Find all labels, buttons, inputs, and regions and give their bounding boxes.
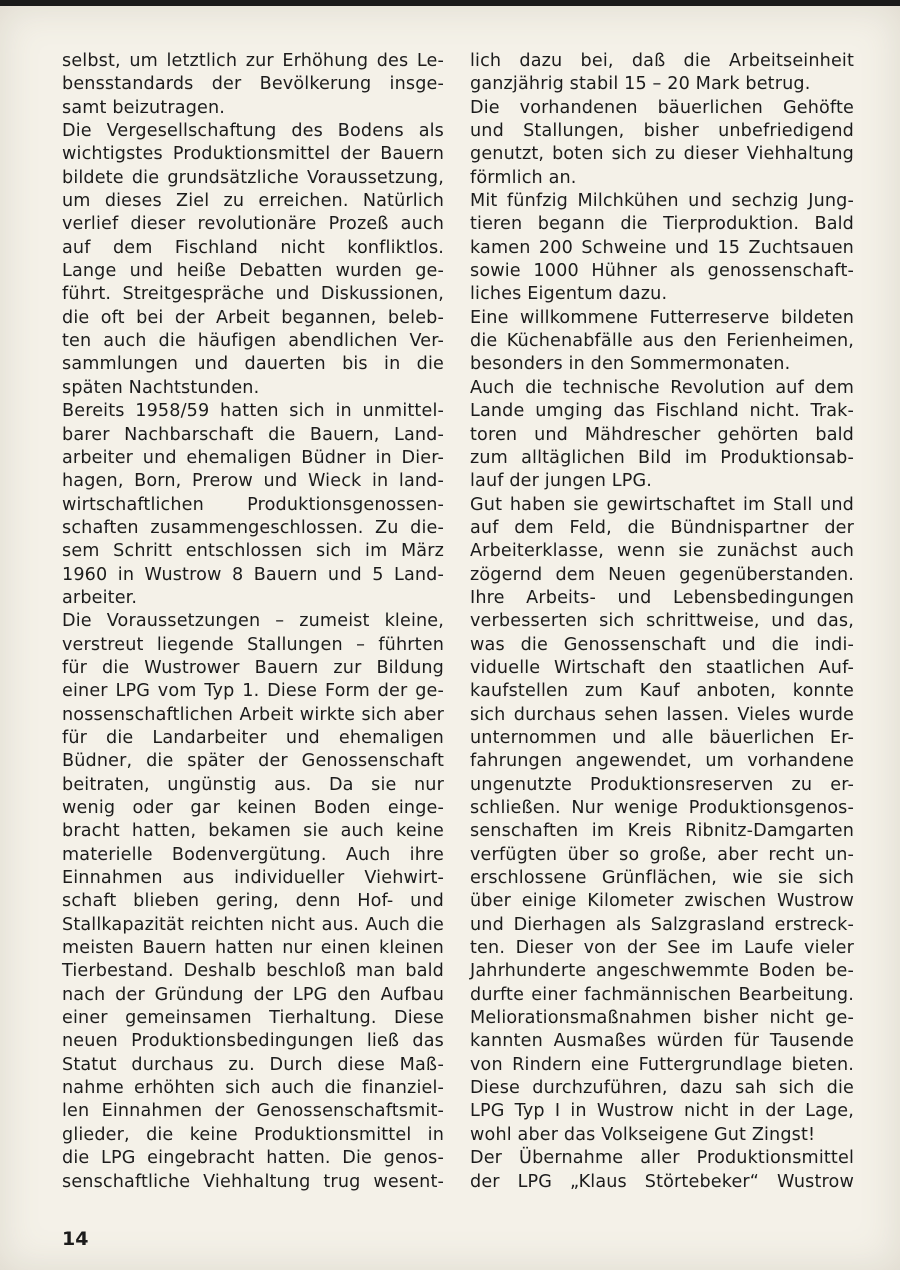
text-line: wohl aber das Volkseigene Gut Zingst! <box>470 1124 816 1145</box>
text-line: materielle Bodenvergütung. Auch ihre <box>62 844 444 865</box>
text-line: Gut haben sie gewirtschaftet im Stall und <box>470 494 854 515</box>
text-line: wenig oder gar keinen Boden einge- <box>62 798 444 818</box>
text-line: arbeiter und ehemaligen Büdner in Dier- <box>62 447 444 468</box>
text-line: Jahrhunderte angeschwemmte Boden be- <box>470 961 854 982</box>
text-line: über einige Kilometer zwischen Wustrow <box>470 891 854 912</box>
text-line: toren und Mähdrescher gehörten bald <box>470 424 854 445</box>
text-line: neuen Produktionsbedingungen ließ das <box>62 1031 444 1052</box>
left-text-column <box>62 50 444 1194</box>
text-line: Statut durchaus zu. Durch diese Maß- <box>62 1054 444 1075</box>
text-line: um dieses Ziel zu erreichen. Natürlich <box>62 191 444 212</box>
text-line: 1960 in Wustrow 8 Bauern und 5 Land- <box>62 564 444 585</box>
text-line: Der Übernahme aller Produktionsmittel <box>470 1148 854 1169</box>
text-line: liches Eigentum dazu. <box>470 284 668 305</box>
text-line: schaften zusammengeschlossen. Zu die- <box>62 517 444 538</box>
text-line: lich dazu bei, daß die Arbeitseinheit <box>470 51 854 71</box>
text-line: barer Nachbarschaft die Bauern, Land- <box>62 424 444 445</box>
text-line: nahme erhöhten sich auch die finanziel- <box>62 1078 444 1099</box>
text-line: Eine willkommene Futterreserve bildeten <box>470 307 854 328</box>
text-line: verbesserten sich schrittweise, und das, <box>470 611 854 632</box>
text-line: sowie 1000 Hühner als genossenschaft- <box>470 261 854 282</box>
text-line: Auch die technische Revolution auf dem <box>470 377 854 398</box>
text-line: für die Wustrower Bauern zur Bildung <box>62 657 444 678</box>
text-line: bildete die grundsätzliche Voraussetzung, <box>62 167 444 188</box>
text-line: kaufstellen zum Kauf anboten, konnte <box>470 681 854 702</box>
text-line: ten. Dieser von der See im Laufe vieler <box>470 938 854 959</box>
right-text-column <box>470 50 854 1194</box>
text-line: Meliorationsmaßnahmen bisher nicht ge- <box>470 1008 854 1029</box>
text-line: Stallkapazität reichten nicht aus. Auch die <box>62 914 444 935</box>
text-line: unternommen und alle bäuerlichen Er- <box>470 727 854 748</box>
text-line: förmlich an. <box>470 167 577 188</box>
text-line: kannten Ausmaßes würden für Tausende <box>470 1031 854 1052</box>
text-line: glieder, die keine Produktionsmittel in <box>62 1124 444 1145</box>
text-line: was die Genossenschaft und die indi- <box>470 634 854 655</box>
text-line: Die vorhandenen bäuerlichen Gehöfte <box>470 97 854 118</box>
text-line: auf dem Feld, die Bündnispartner der <box>470 517 854 538</box>
text-line: verlief dieser revolutionäre Prozeß auch <box>62 214 444 235</box>
text-line: ten auch die häufigen abendlichen Ver- <box>62 331 444 352</box>
text-line: verfügten über so große, aber recht un- <box>470 844 854 865</box>
text-line: sem Schritt entschlossen sich im März <box>62 541 444 562</box>
text-line: len Einnahmen der Genossenschaftsmit- <box>62 1101 444 1122</box>
text-line: Bereits 1958/59 hatten sich in unmittel- <box>62 401 444 422</box>
text-line: senschaften im Kreis Ribnitz-Damgarten <box>470 821 854 842</box>
text-line: tieren begann die Tierproduktion. Bald <box>470 214 854 235</box>
text-line: selbst, um letztlich zur Erhöhung des Le- <box>62 51 444 71</box>
text-line: Büdner, die später der Genossenschaft <box>62 751 444 772</box>
text-line: fahrungen angewendet, um vorhandene <box>470 751 854 772</box>
text-line: sammlungen und dauerten bis in die <box>62 354 444 375</box>
text-line: der LPG „Klaus Störtebeker“ Wustrow <box>470 1171 854 1192</box>
text-line: LPG Typ I in Wustrow nicht in der Lage, <box>470 1101 854 1122</box>
text-line: bensstandards der Bevölkerung insge- <box>62 74 444 95</box>
text-line: samt beizutragen. <box>62 97 226 118</box>
text-line: besonders in den Sommermonaten. <box>470 354 791 375</box>
text-line: erschlossene Grünflächen, wie sie sich <box>470 868 854 889</box>
text-line: Einnahmen aus individueller Viehwirt- <box>62 868 444 889</box>
text-line: Lange und heiße Debatten wurden ge- <box>62 261 444 282</box>
text-line: wichtigstes Produktionsmittel der Bauern <box>62 144 444 165</box>
text-line: Mit fünfzig Milchkühen und sechzig Jung- <box>470 191 854 212</box>
text-line: Ihre Arbeits- und Lebensbedingungen <box>470 587 854 608</box>
text-line: einer LPG vom Typ 1. Diese Form der ge- <box>62 681 444 702</box>
text-line: beitraten, ungünstig aus. Da sie nur <box>62 774 444 795</box>
text-line: die LPG eingebracht hatten. Die genos- <box>62 1148 444 1169</box>
text-line: viduelle Wirtschaft den staatlichen Auf- <box>470 657 854 678</box>
text-line: Die Voraussetzungen – zumeist kleine, <box>62 611 444 632</box>
text-line: Arbeiterklasse, wenn sie zunächst auch <box>470 541 854 562</box>
text-line: Lande umging das Fischland nicht. Trak- <box>470 401 854 422</box>
page-number: 14 <box>62 1228 89 1250</box>
text-line: kamen 200 Schweine und 15 Zuchtsauen <box>470 237 854 258</box>
text-line: verstreut liegende Stallungen – führten <box>62 634 444 655</box>
text-line: für die Landarbeiter und ehemaligen <box>62 727 444 748</box>
text-line: nach der Gründung der LPG den Aufbau <box>62 984 444 1005</box>
text-line: Diese durchzuführen, dazu sah sich die <box>470 1078 854 1099</box>
text-line: von Rindern eine Futtergrundlage bieten. <box>470 1054 854 1075</box>
book-page <box>0 6 900 1270</box>
text-line: wirtschaftlichen Produktionsgenossen- <box>62 494 444 515</box>
text-line: schließen. Nur wenige Produktionsgenos- <box>470 798 854 818</box>
text-line: zum alltäglichen Bild im Produktionsab- <box>470 447 854 468</box>
text-line: Tierbestand. Deshalb beschloß man bald <box>62 961 444 982</box>
text-line: bracht hatten, bekamen sie auch keine <box>62 821 444 842</box>
text-line: führt. Streitgespräche und Diskussionen, <box>62 284 444 305</box>
text-line: lauf der jungen LPG. <box>470 471 652 492</box>
text-line: auf dem Fischland nicht konfliktlos. <box>62 237 444 258</box>
text-line: ganzjährig stabil 15 – 20 Mark betrug. <box>470 74 811 95</box>
text-line: meisten Bauern hatten nur einen kleinen <box>62 938 444 959</box>
text-line: hagen, Born, Prerow und Wieck in land- <box>62 471 444 492</box>
text-line: zögernd dem Neuen gegenüberstanden. <box>470 564 854 585</box>
text-line: späten Nachtstunden. <box>62 377 260 398</box>
text-line: arbeiter. <box>62 587 138 608</box>
text-line: sich durchaus sehen lassen. Vieles wurde <box>470 704 854 725</box>
text-line: schaft blieben gering, denn Hof- und <box>62 891 444 912</box>
text-line: die oft bei der Arbeit begannen, beleb- <box>62 307 444 328</box>
text-line: durfte einer fachmännischen Bearbeitung. <box>470 984 854 1005</box>
text-line: nossenschaftlichen Arbeit wirkte sich aber <box>62 704 444 725</box>
text-line: einer gemeinsamen Tierhaltung. Diese <box>62 1008 444 1029</box>
text-line: senschaftliche Viehhaltung trug wesent- <box>62 1171 444 1192</box>
text-line: und Dierhagen als Salzgrasland erstreck- <box>470 914 854 935</box>
text-line: genutzt, boten sich zu dieser Viehhaltung <box>470 144 854 165</box>
text-line: und Stallungen, bisher unbefriedigend <box>470 121 854 142</box>
text-line: ungenutzte Produktionsreserven zu er- <box>470 774 854 795</box>
text-line: die Küchenabfälle aus den Ferienheimen, <box>470 331 854 352</box>
text-line: Die Vergesellschaftung des Bodens als <box>62 121 444 142</box>
